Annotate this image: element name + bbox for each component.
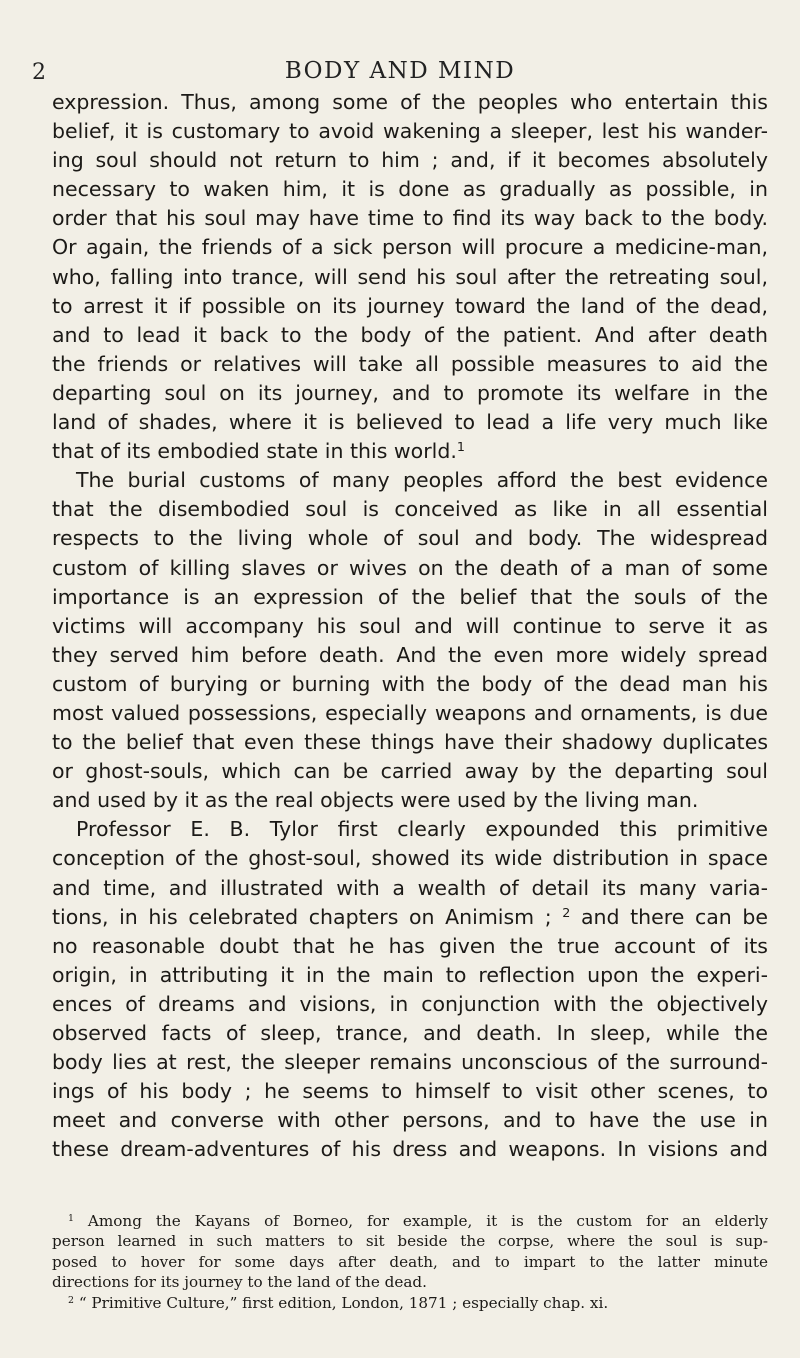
- text-line: to arrest it if possible on its journey toward the land of the dead,: [52, 293, 768, 318]
- footnote-2-text: “ Primitive Culture,” first edition, London, 1871 ; especially chap. xi.: [78, 1293, 609, 1312]
- footnote-1-line: posed to hover for some days after death, and to impart to the latter minute: [52, 1252, 768, 1271]
- text-line: most valued possessions, especially weapons and ornaments, is due: [52, 700, 768, 725]
- text-line: departing soul on its journey, and to promote its welfare in the: [52, 380, 768, 405]
- text-line: the friends or relatives will take all possible measures to aid the: [52, 351, 768, 376]
- text-line: these dream-adventures of his dress and weapons. In visions and: [52, 1137, 768, 1162]
- text-line: origin, in attributing it in the main to reflection upon the experi-: [52, 962, 768, 987]
- footnote-1-text: Among the Kayans of Borneo, for example, it is the custom for an elderly: [87, 1212, 768, 1230]
- text-line-content: that of its embodied state in this world.: [52, 439, 457, 464]
- footnote-ref-2: 2: [562, 904, 571, 920]
- text-line: to the belief that even these things have their shadowy duplicates: [52, 730, 768, 755]
- footnote-2-line: [52, 1293, 768, 1313]
- footnote-2-marker: 2: [68, 1294, 74, 1306]
- text-line-with-footnote: [52, 903, 768, 932]
- text-line-with-footnote: [52, 437, 768, 466]
- text-line: victims will accompany his soul and will continue to serve it as: [52, 613, 768, 638]
- text-line: order that his soul may have time to find its way back to the body.: [52, 206, 768, 231]
- text-line: ences of dreams and visions, in conjunction with the objectively: [52, 991, 768, 1016]
- text-line: Or again, the friends of a sick person will procure a medicine-man,: [52, 235, 768, 260]
- text-line: or ghost-souls, which can be carried away by the departing soul: [52, 759, 768, 784]
- text-line: necessary to waken him, it is done as gradually as possible, in: [52, 177, 768, 202]
- footnote-1-marker: 1: [68, 1212, 74, 1224]
- text-line: that the disembodied soul is conceived as like in all essential: [52, 497, 768, 522]
- text-line: custom of burying or burning with the body of the dead man his: [52, 671, 768, 696]
- text-line: belief, it is customary to avoid wakening a sleeper, lest his wander-: [52, 119, 768, 144]
- text-line-tail: and there can be: [570, 904, 768, 929]
- page-number: 2: [32, 60, 46, 85]
- text-line: and to lead it back to the body of the patient. And after death: [52, 322, 768, 347]
- footnotes: [52, 1211, 768, 1313]
- main-text: [52, 88, 768, 1164]
- text-line: ing soul should not return to him ; and, if it becomes absolutely: [52, 148, 768, 173]
- text-line: expression. Thus, among some of the peoples who entertain this: [52, 90, 768, 114]
- footnote-1-line: directions for its journey to the land of the dead.: [52, 1273, 427, 1292]
- text-line: importance is an expression of the belief that the souls of the: [52, 584, 768, 609]
- footnote-ref-1: 1: [456, 439, 465, 455]
- text-line: ings of his body ; he seems to himself to visit other scenes, to: [52, 1079, 768, 1104]
- text-line: who, falling into trance, will send his soul after the retreating soul,: [52, 264, 768, 289]
- text-line: custom of killing slaves or wives on the death of a man of some: [52, 555, 768, 580]
- text-line: observed facts of sleep, trance, and death. In sleep, while the: [52, 1021, 768, 1045]
- text-line: they served him before death. And the even more widely spread: [52, 642, 768, 667]
- footnote-1-line: person learned in such matters to sit beside the corpse, where the soul is sup-: [52, 1232, 768, 1251]
- text-line-paragraph-start: Professor E. B. Tylor first clearly expounded this primitive: [76, 817, 768, 842]
- text-line: conception of the ghost-soul, showed its wide distribution in space: [52, 846, 768, 871]
- text-line-paragraph-start: The burial customs of many peoples afford the best evidence: [76, 468, 768, 493]
- text-line: no reasonable doubt that he has given the true account of its: [52, 933, 768, 958]
- text-line: respects to the living whole of soul and body. The widespread: [52, 526, 768, 551]
- footnote-1-line: [52, 1211, 768, 1231]
- text-line: land of shades, where it is believed to lead a life very much like: [52, 410, 768, 435]
- text-line: body lies at rest, the sleeper remains unconscious of the surround-: [52, 1050, 768, 1075]
- text-line: and used by it as the real objects were used by the living man.: [52, 788, 699, 813]
- text-line: meet and converse with other persons, and to have the use in: [52, 1108, 768, 1133]
- text-line-content: tions, in his celebrated chapters on Animism ;: [52, 904, 552, 929]
- text-line: and time, and illustrated with a wealth of detail its many varia-: [52, 875, 768, 900]
- running-title: BODY AND MIND: [284, 58, 516, 84]
